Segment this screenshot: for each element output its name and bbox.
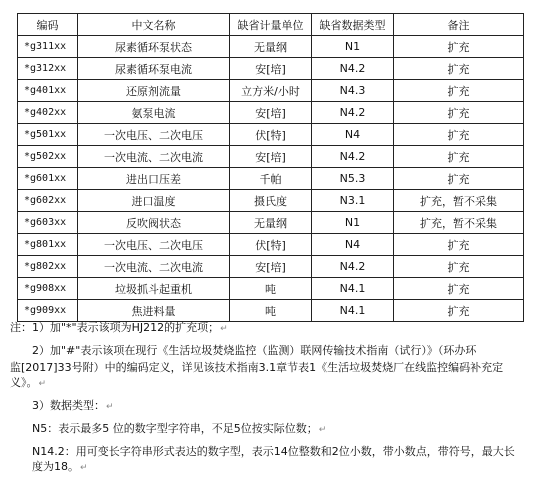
cell-remark: 扩充	[394, 146, 524, 168]
cell-chinese-name: 尿素循环泵电流	[78, 58, 230, 80]
cell-code: *g801xx	[18, 234, 78, 256]
cell-code: *g502xx	[18, 146, 78, 168]
note-4: N5：表示最多5 位的数字型字符串，不足5位按实际位数；↵	[32, 422, 327, 435]
cell-chinese-name: 反吹阀状态	[78, 212, 230, 234]
table-row	[18, 36, 524, 58]
cell-type: N4.1	[312, 278, 394, 300]
cell-type: N4.1	[312, 300, 394, 322]
cell-type: N4	[312, 234, 394, 256]
cell-chinese-name: 一次电压、二次电压	[78, 234, 230, 256]
table-body	[18, 36, 524, 322]
cell-type: N1	[312, 212, 394, 234]
cell-chinese-name: 一次电流、二次电流	[78, 146, 230, 168]
cell-remark: 扩充	[394, 102, 524, 124]
cell-type: N5.3	[312, 168, 394, 190]
table-row	[18, 212, 524, 234]
table-header-row	[18, 14, 524, 36]
cell-chinese-name: 氨泵电流	[78, 102, 230, 124]
notes-section	[10, 320, 525, 482]
cell-unit: 伏[特]	[230, 124, 312, 146]
table-row	[18, 146, 524, 168]
code-table	[17, 13, 524, 322]
cell-code: *g401xx	[18, 80, 78, 102]
cell-chinese-name: 尿素循环泵状态	[78, 36, 230, 58]
cell-remark: 扩充	[394, 234, 524, 256]
cell-chinese-name: 焦进料量	[78, 300, 230, 322]
header-remark: 备注	[394, 14, 524, 36]
cell-unit: 无量纲	[230, 36, 312, 58]
cell-remark: 扩充	[394, 58, 524, 80]
table-row	[18, 256, 524, 278]
table-row	[18, 278, 524, 300]
table-row	[18, 168, 524, 190]
cell-type: N4.3	[312, 80, 394, 102]
cell-code: *g602xx	[18, 190, 78, 212]
note-1: 注：1）加"*"表示该项为HJ212的扩充项；↵	[10, 321, 228, 334]
cell-chinese-name: 垃圾抓斗起重机	[78, 278, 230, 300]
cell-unit: 吨	[230, 278, 312, 300]
table-row	[18, 124, 524, 146]
cell-remark: 扩充	[394, 256, 524, 278]
cell-remark: 扩充	[394, 300, 524, 322]
table-row	[18, 58, 524, 80]
cell-unit: 立方米/小时	[230, 80, 312, 102]
cell-chinese-name: 一次电压、二次电压	[78, 124, 230, 146]
cell-unit: 吨	[230, 300, 312, 322]
table-row	[18, 190, 524, 212]
cell-code: *g603xx	[18, 212, 78, 234]
cell-remark: 扩充	[394, 168, 524, 190]
cell-code: *g311xx	[18, 36, 78, 58]
cell-unit: 摄氏度	[230, 190, 312, 212]
cell-remark: 扩充，暂不采集	[394, 190, 524, 212]
table-row	[18, 102, 524, 124]
cell-chinese-name: 还原剂流量	[78, 80, 230, 102]
cell-code: *g402xx	[18, 102, 78, 124]
cell-unit: 安[培]	[230, 256, 312, 278]
cell-remark: 扩充	[394, 124, 524, 146]
cell-remark: 扩充	[394, 278, 524, 300]
cell-unit: 安[培]	[230, 102, 312, 124]
cell-chinese-name: 进出口压差	[78, 168, 230, 190]
header-default-type: 缺省数据类型	[312, 14, 394, 36]
cell-chinese-name: 进口温度	[78, 190, 230, 212]
header-chinese-name: 中文名称	[78, 14, 230, 36]
table-row	[18, 300, 524, 322]
cell-code: *g909xx	[18, 300, 78, 322]
cell-code: *g312xx	[18, 58, 78, 80]
cell-code: *g802xx	[18, 256, 78, 278]
cell-type: N4.2	[312, 58, 394, 80]
cell-code: *g601xx	[18, 168, 78, 190]
cell-unit: 伏[特]	[230, 234, 312, 256]
cell-unit: 安[培]	[230, 58, 312, 80]
note-2-cont: 监[2017]33号附）中的编码定义，详见该技术指南3.1章节表1《生活垃圾焚烧厂在线监控编码补充定义》。↵	[10, 361, 504, 389]
cell-unit: 安[培]	[230, 146, 312, 168]
cell-type: N1	[312, 36, 394, 58]
cell-type: N3.1	[312, 190, 394, 212]
cell-type: N4.2	[312, 102, 394, 124]
cell-remark: 扩充	[394, 80, 524, 102]
table-row	[18, 80, 524, 102]
cell-chinese-name: 一次电流、二次电流	[78, 256, 230, 278]
table-row	[18, 234, 524, 256]
cell-code: *g501xx	[18, 124, 78, 146]
cell-remark: 扩充，暂不采集	[394, 212, 524, 234]
cell-type: N4.2	[312, 256, 394, 278]
header-default-unit: 缺省计量单位	[230, 14, 312, 36]
note-5: N14.2：用可变长字符串形式表达的数字型，表示14位整数和2位小数，带小数点，带符号，最大长度为18。↵	[32, 445, 515, 473]
cell-type: N4	[312, 124, 394, 146]
note-3: 3）数据类型：↵	[32, 399, 114, 412]
cell-unit: 无量纲	[230, 212, 312, 234]
cell-remark: 扩充	[394, 36, 524, 58]
note-2: 2）加"#"表示该项在现行《生活垃圾焚烧监控（监测）联网传输技术指南（试行）》（环办环	[32, 344, 477, 357]
cell-unit: 千帕	[230, 168, 312, 190]
cell-code: *g908xx	[18, 278, 78, 300]
header-code: 编码	[18, 14, 78, 36]
cell-type: N4.2	[312, 146, 394, 168]
